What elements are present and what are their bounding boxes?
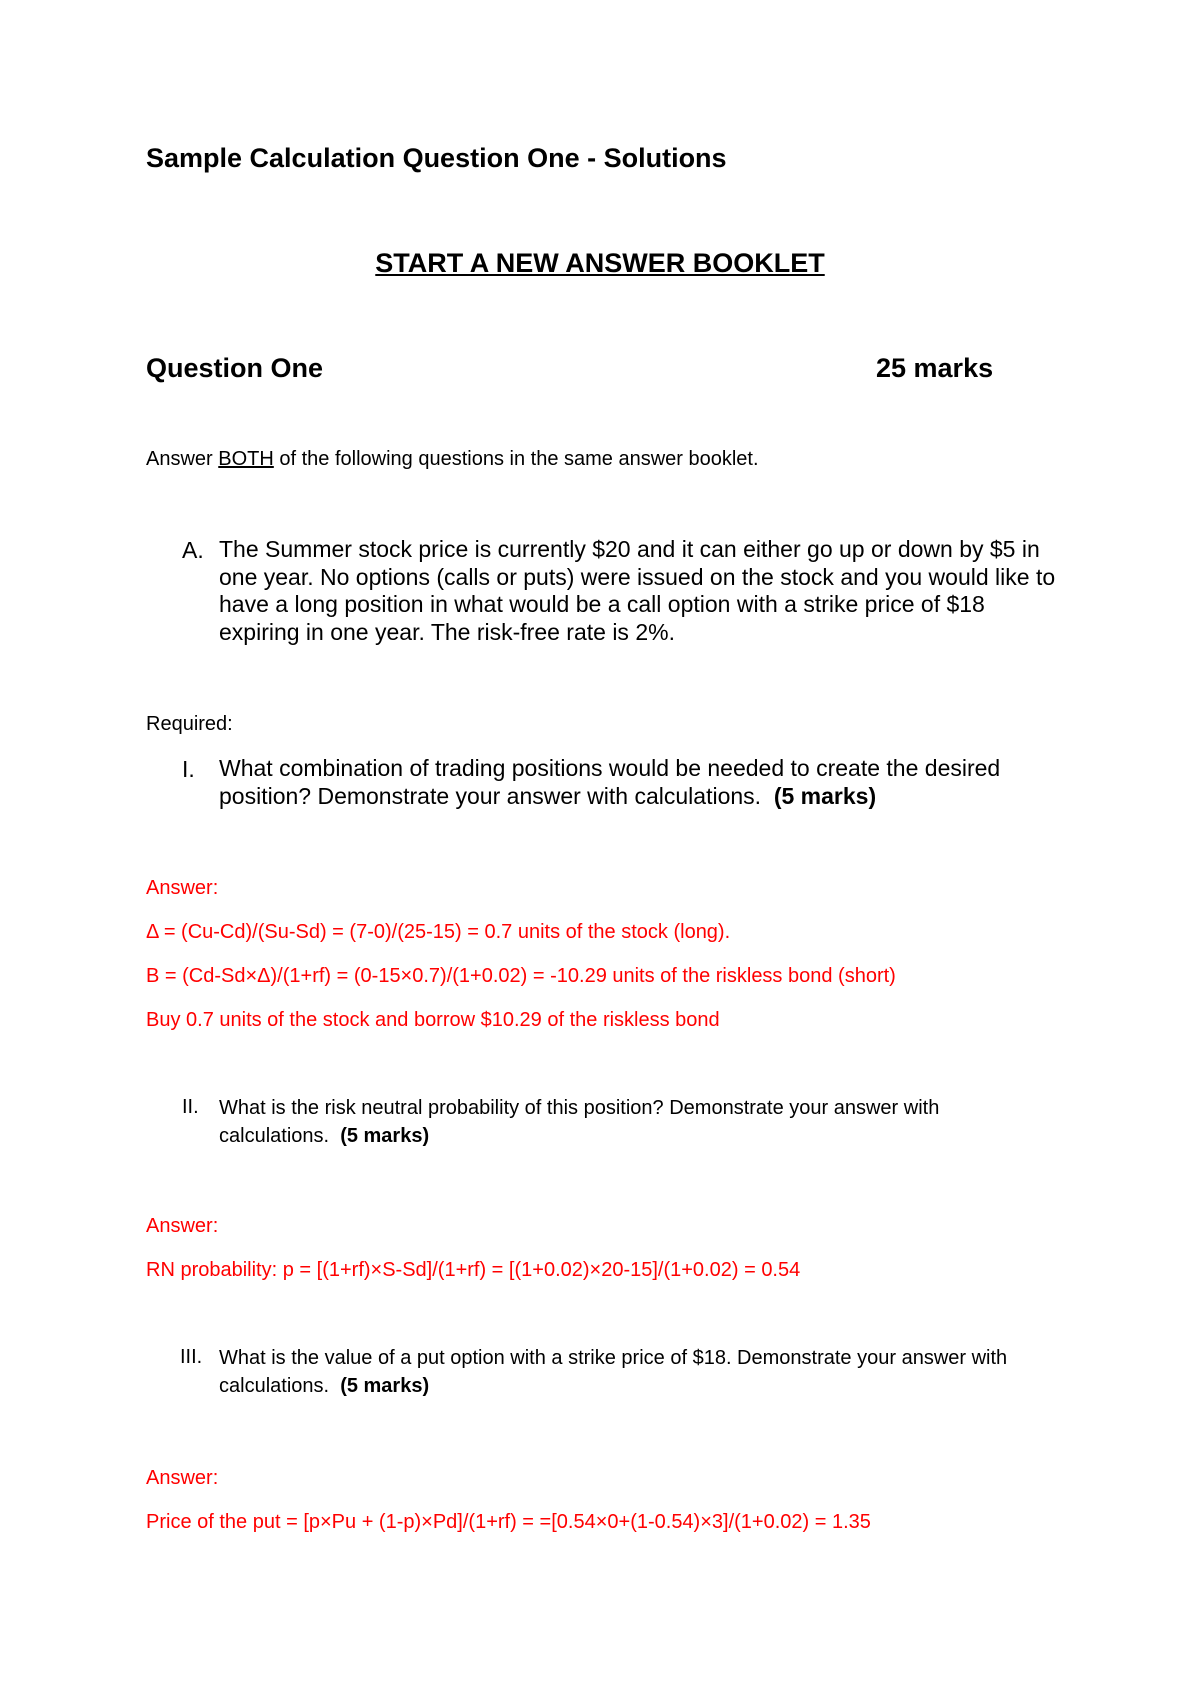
question-iii-answer-label: Answer: [146,1467,219,1489]
question-iii-text [219,1345,1079,1400]
question-iii-marks: (5 marks) [340,1374,430,1397]
question-i-body: What combination of trading positions would be needed to create the desired position? Demonstrate your answer with calculations. [219,755,1001,809]
intro-emphasis: BOTH [218,448,274,470]
booklet-instruction: START A NEW ANSWER BOOKLET [375,248,825,278]
part-a-marker: A. [182,537,204,563]
question-ii-marks: (5 marks) [340,1124,430,1147]
question-i-answer-line-1: Δ = (Cu-Cd)/(Su-Sd) = (7-0)/(25-15) = 0.7 units of the stock (long). [146,921,731,943]
question-i-answer-line-2: B = (Cd-Sd×Δ)/(1+rf) = (0-15×0.7)/(1+0.02) = -10.29 units of the riskless bond (short) [146,965,896,987]
intro-instruction [146,448,759,471]
question-iii-body: What is the value of a put option with a strike price of $18. Demonstrate your answer with calculations. [219,1347,1008,1397]
question-i-marks: (5 marks) [773,782,877,809]
intro-prefix: Answer [146,448,219,470]
intro-suffix: of the following questions in the same answer booklet. [273,448,759,470]
question-ii-marker: II. [182,1096,199,1118]
part-a-text: The Summer stock price is currently $20 and it can either go up or down by $5 in one year. No options (calls or puts) were issued on the stock and you would like to have a long position in what would be a call option with a strike price of $18 expiring in one year. The risk-free rate is 2%. [219,536,1056,645]
document-title: Sample Calculation Question One - Solutions [146,143,727,173]
question-ii-answer-label: Answer: [146,1215,219,1237]
question-i-answer-label: Answer: [146,877,219,899]
question-i-marker: I. [182,756,195,782]
question-ii-body: What is the risk neutral probability of this position? Demonstrate your answer with calculations. [219,1097,940,1147]
required-label: Required: [146,713,233,735]
question-iii-answer-line-1: Price of the put = [p×Pu + (1-p)×Pd]/(1+rf) = =[0.54×0+(1-0.54)×3]/(1+0.02) = 1.35 [146,1511,871,1533]
question-heading: Question One [146,353,324,383]
question-ii-answer-line-1: RN probability: p = [(1+rf)×S-Sd]/(1+rf) = [(1+0.02)×20-15]/(1+0.02) = 0.54 [146,1259,801,1281]
question-i-answer-line-3: Buy 0.7 units of the stock and borrow $10.29 of the riskless bond [146,1009,720,1031]
question-total-marks: 25 marks [876,353,994,383]
question-i-text [219,755,1069,810]
question-ii-text [219,1095,1049,1150]
question-iii-marker: III. [180,1346,203,1368]
